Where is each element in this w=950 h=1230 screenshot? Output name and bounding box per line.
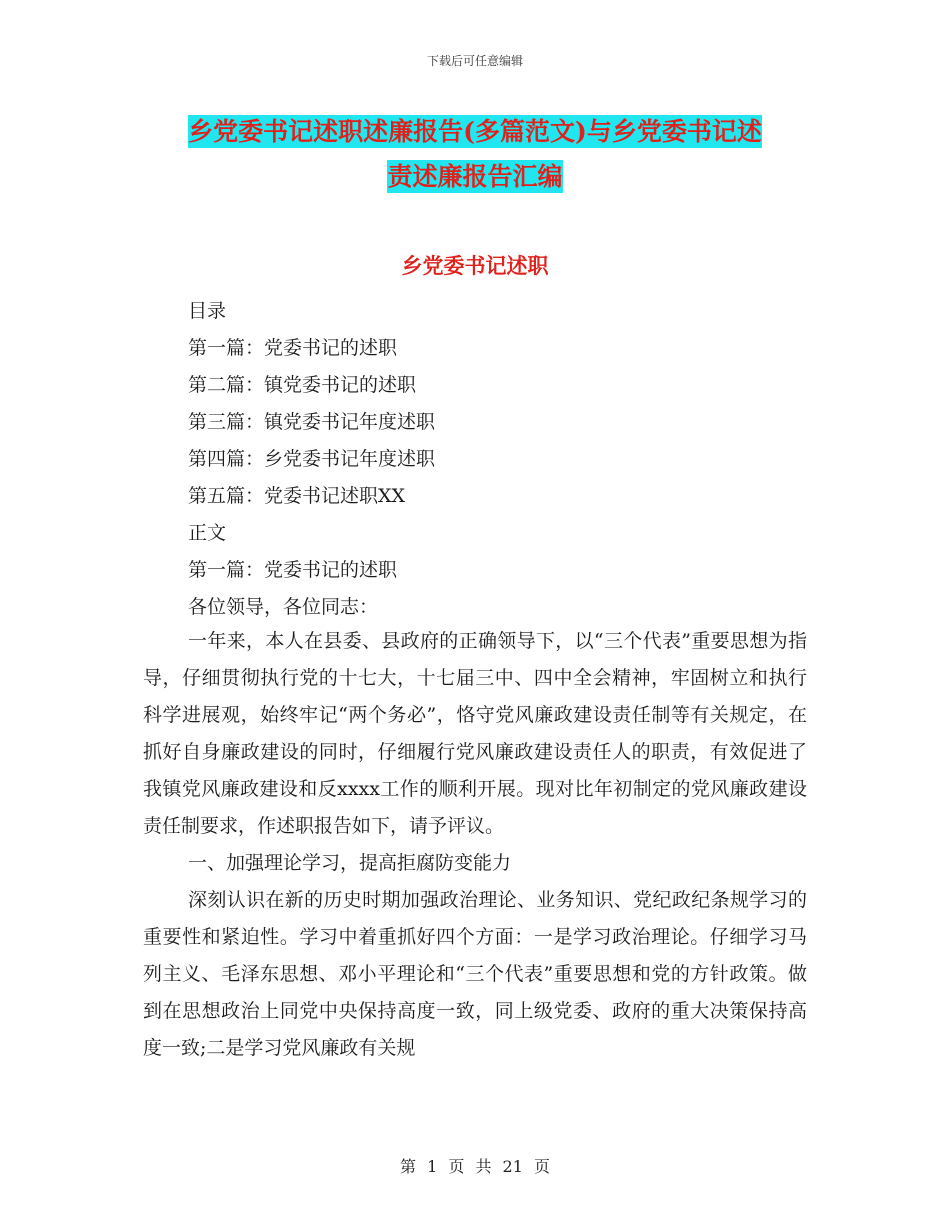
toc-item-5: 第五篇：党委书记述职XX (188, 485, 406, 507)
toc-item-3: 第三篇：镇党委书记年度述职 (188, 411, 436, 433)
paragraph-heading-1: 一、加强理论学习，提高拒腐防变能力 (188, 852, 512, 874)
table-of-contents (188, 293, 435, 626)
toc-item-4: 第四篇：乡党委书记年度述职 (188, 448, 436, 470)
document-title-line-1-text: 乡党委书记述职述廉报告(多篇范文)与乡党委书记述 (188, 117, 762, 146)
toc-item-2: 第二篇：镇党委书记的述职 (188, 374, 417, 396)
page-number: 第 1 页 共 21 页 (400, 1157, 550, 1176)
body-heading: 正文 (188, 522, 227, 544)
document-title-line-2-text: 责述廉报告汇编 (387, 162, 563, 191)
toc-item-1: 第一篇：党委书记的述职 (188, 337, 398, 359)
first-chapter-heading: 第一篇：党委书记的述职 (188, 559, 398, 581)
greeting: 各位领导，各位同志： (188, 596, 379, 618)
paragraph-intro: 一年来，本人在县委、县政府的正确领导下，以“三个代表”重要思想为指导，仔细贯彻执行党的十七大，十七届三中、四中全会精神，牢固树立和执行科学进展观，始终牢记“两个务必”，恪守党风廉政建设责任制等有关规定，在抓好自身廉政建设的同时，仔细履行党风廉政建设责任人的职责，有效促进了我镇党风廉政建设和反xxxx工作的顺利开展。现对比年初制定的党风廉政建设责任制要求，作述职报告如下，请予评议。 (143, 630, 807, 837)
toc-heading: 目录 (188, 300, 227, 322)
page-header-note: 下载后可任意编辑 (426, 54, 523, 68)
body-text (143, 623, 807, 1067)
paragraph-study: 深刻认识在新的历史时期加强政治理论、业务知识、党纪政纪条规学习的重要性和紧迫性。学习中着重抓好四个方面：一是学习政治理论。仔细学习马列主义、毛泽东思想、邓小平理论和“三个代表”重要思想和党的方针政策。做到在思想政治上同党中央保持高度一致，同上级党委、政府的重大决策保持高度一致;二是学习党风廉政有关规 (143, 889, 807, 1059)
document-title-line-1 (0, 112, 950, 148)
document-title-line-2 (0, 157, 950, 193)
section-title: 乡党委书记述职 (401, 253, 549, 278)
